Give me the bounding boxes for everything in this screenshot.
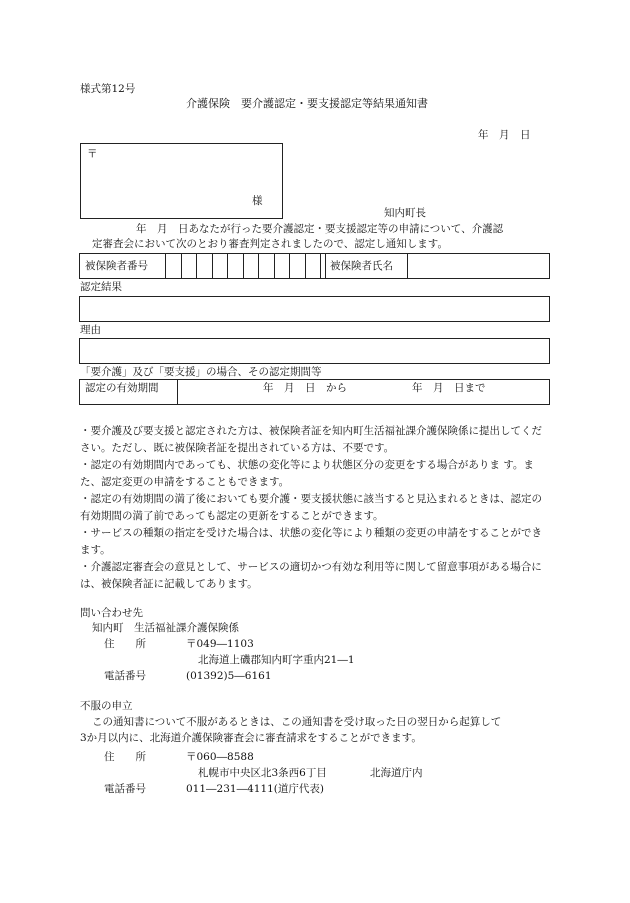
number-cell-divider xyxy=(181,254,182,278)
period-table xyxy=(79,379,550,405)
contact-phone: (01392)5―6161 xyxy=(186,670,272,682)
contact-postal: 〒049―1103 xyxy=(186,638,254,650)
appeal-building: 北海道庁内 xyxy=(370,767,423,779)
note-4: ・サービスの種類の指定を受けた場合は、状態の変化等により種類の変更の申請をすることができます。 xyxy=(80,527,542,556)
period-divider xyxy=(177,380,178,404)
contact-address-label: 住 所 xyxy=(104,638,146,650)
contact-heading: 問い合わせ先 xyxy=(80,607,143,619)
note-5: ・介護認定審査会の意見として、サービスの適切かつ有効な利用等に関して留意事項がある場合には、被保険者証に記載してあります。 xyxy=(80,561,542,590)
period-to: 年 月 日まで xyxy=(412,382,486,394)
appeal-text-line-2: 3か月以内に、北海道介護保険審査会に審査請求をすることができます。 xyxy=(80,732,422,744)
number-cell-divider xyxy=(243,254,244,278)
contact-address: 北海道上磯郡知内町字重内21―1 xyxy=(198,654,355,666)
appeal-phone: 011―231―4111(道庁代表) xyxy=(186,783,324,795)
period-from: 年 月 日 から xyxy=(263,382,347,394)
period-heading: 「要介護」及び「要支援」の場合、その認定期間等 xyxy=(80,366,322,378)
honorific: 様 xyxy=(252,195,263,207)
appeal-text-line-1: この通知書について不服があるときは、この通知書を受け取った日の翌日から起算して xyxy=(92,716,502,728)
note-2: ・認定の有効期間内であっても、状態の変化等により状態区分の変更をする場合がありま す。また、認定変更の申請をすることもできます。 xyxy=(80,459,534,488)
period-label: 認定の有効期間 xyxy=(85,382,159,394)
appeal-address-label: 住 所 xyxy=(104,751,146,763)
name-value-divider xyxy=(407,254,408,278)
number-cell-divider xyxy=(212,254,213,278)
number-cell-divider xyxy=(305,254,306,278)
postal-mark: 〒 xyxy=(87,148,98,160)
date-line: 年 月 日 xyxy=(478,129,531,141)
number-cell-divider xyxy=(320,254,321,278)
number-cell-divider xyxy=(227,254,228,278)
insured-name-label: 被保険者氏名 xyxy=(330,260,393,272)
appeal-postal: 〒060―8588 xyxy=(186,751,254,763)
contact-phone-label: 電話番号 xyxy=(104,670,146,682)
number-cell-divider xyxy=(258,254,259,278)
number-cell-divider xyxy=(274,254,275,278)
document-title: 介護保険 要介護認定・要支援認定等結果通知書 xyxy=(186,97,428,110)
insured-number-label: 被保険者番号 xyxy=(85,260,148,272)
contact-office: 知内町 生活福祉課介護保険係 xyxy=(92,622,239,634)
number-cell-divider xyxy=(289,254,290,278)
insured-table xyxy=(79,253,550,279)
result-box xyxy=(79,296,550,322)
reason-label: 理由 xyxy=(80,324,101,336)
appeal-phone-label: 電話番号 xyxy=(104,783,146,795)
recipient-address-box xyxy=(80,143,283,219)
appeal-address: 札幌市中央区北3条西6丁目 xyxy=(198,767,327,779)
note-1: ・要介護及び要支援と認定された方は、被保険者証を知内町生活福祉課介護保険係に提出してください。ただし、既に被保険者証を提出されている方は、不要です。 xyxy=(80,425,542,454)
reason-box xyxy=(79,338,550,364)
note-3: ・認定の有効期間の満了後においても要介護・要支援状態に該当すると見込まれるときは、認定の有効期間の満了前であっても認定の更新をすることができます。 xyxy=(80,493,542,522)
intro-line-2: 定審査会において次のとおり審査判定されましたので、認定し通知します。 xyxy=(92,238,448,250)
issuer: 知内町長 xyxy=(384,207,426,219)
form-number: 様式第12号 xyxy=(80,83,136,95)
number-cell-divider xyxy=(165,254,166,278)
number-cell-divider xyxy=(196,254,197,278)
appeal-heading: 不服の申立 xyxy=(80,700,133,712)
name-label-divider xyxy=(325,254,326,278)
result-label: 認定結果 xyxy=(80,281,122,293)
intro-line-1: 年 月 日あなたが行った要介護認定・要支援認定等の申請について、介護認 xyxy=(136,223,504,235)
